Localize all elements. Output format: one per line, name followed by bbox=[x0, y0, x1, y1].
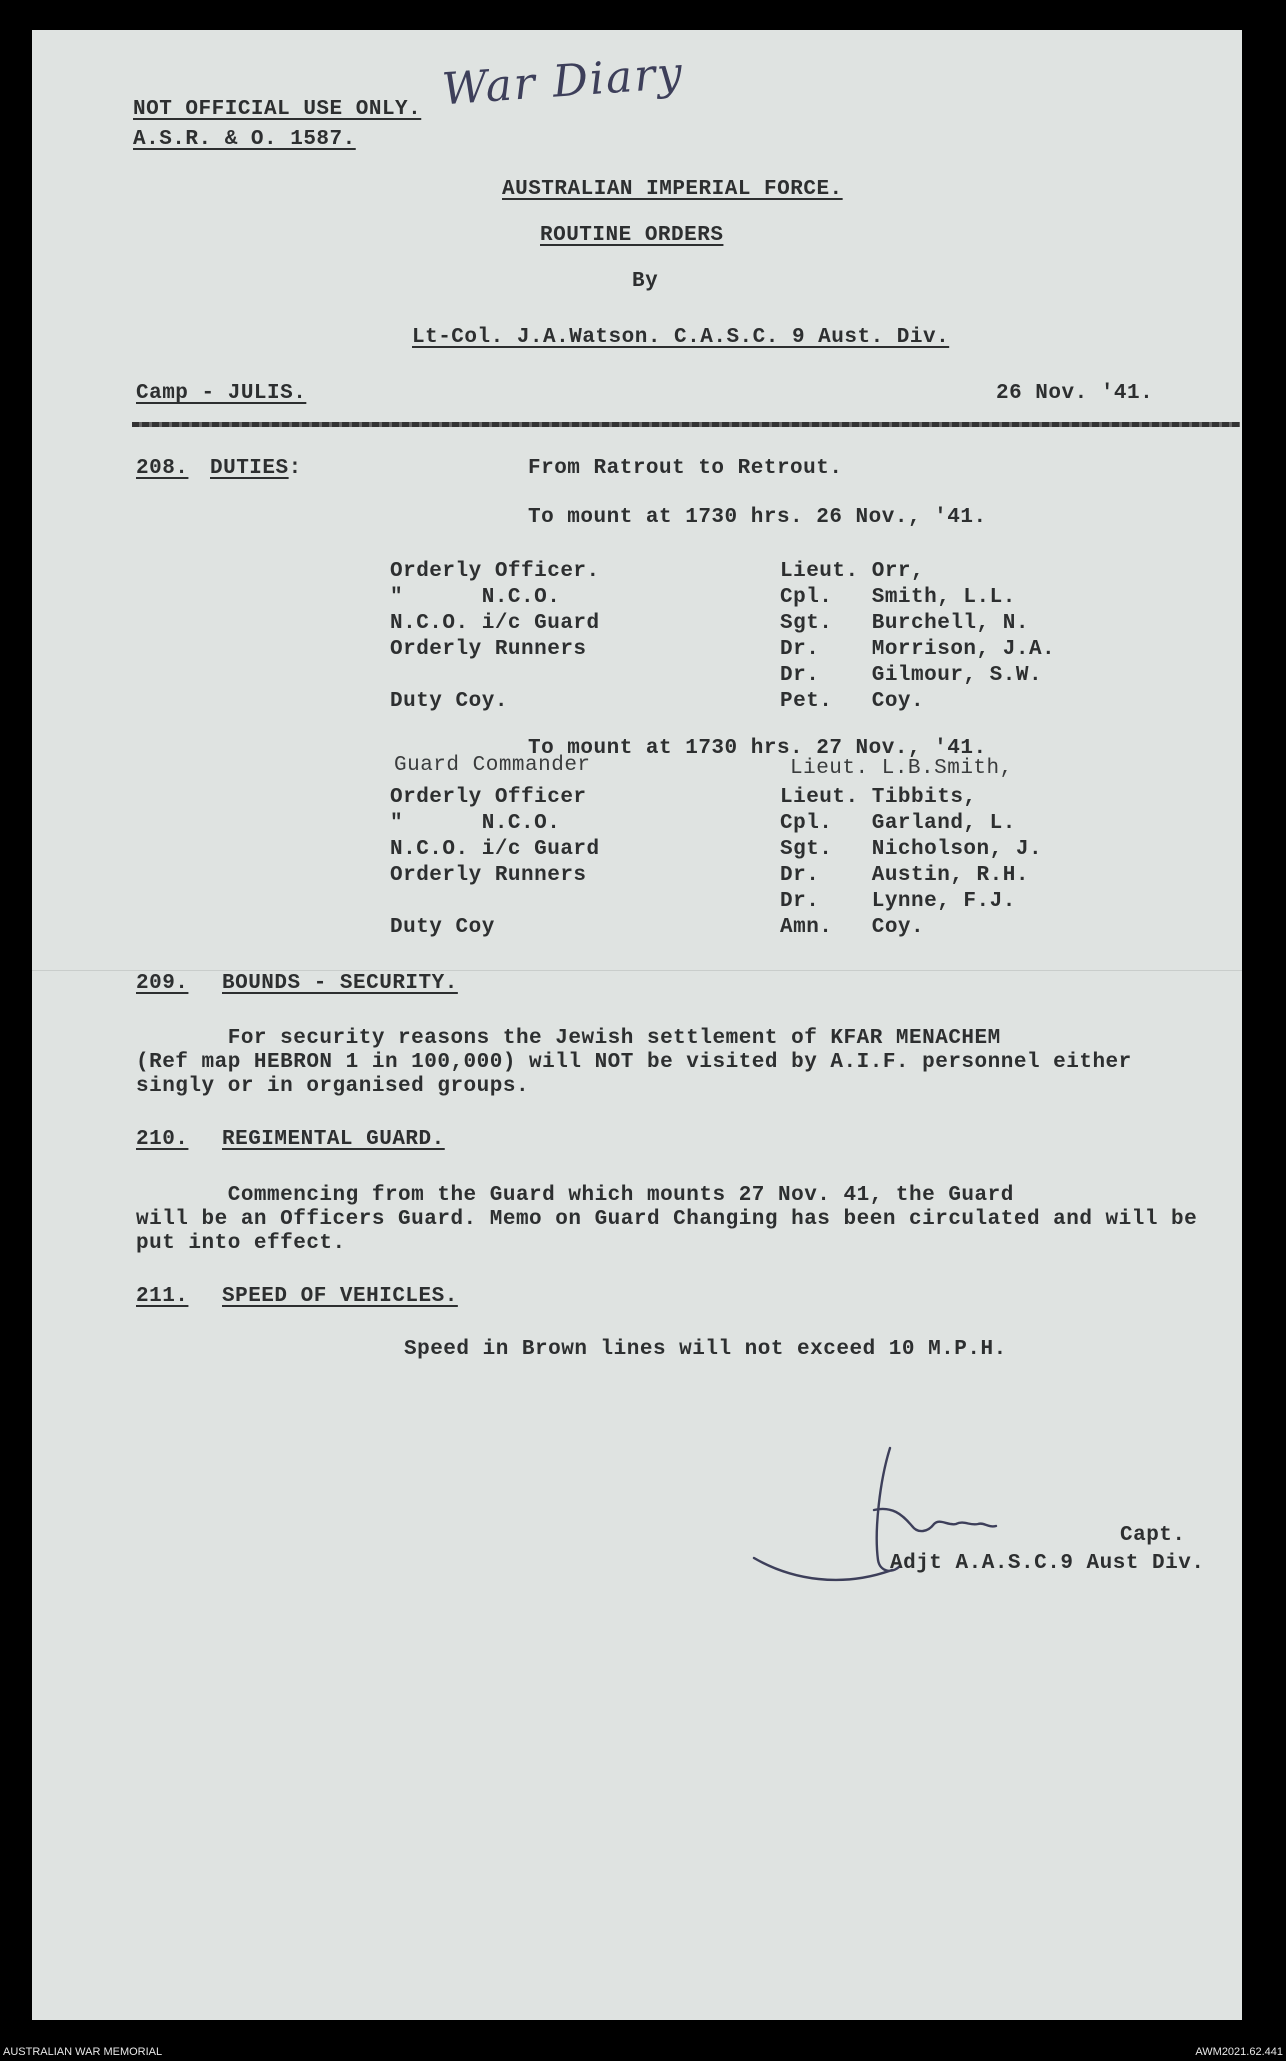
roster-2-assignee-4: Sgt. Nicholson, J. bbox=[780, 838, 1043, 861]
roster-2-assignee-7: Amn. Coy. bbox=[780, 916, 925, 939]
roster-2-duty-3: " N.C.O. bbox=[390, 812, 561, 835]
roster-1-assignee-6: Pet. Coy. bbox=[780, 690, 925, 713]
footer-institution: AUSTRALIAN WAR MEMORIAL bbox=[3, 2046, 163, 2058]
speed-body-1: Speed in Brown lines will not exceed 10 M.P.H. bbox=[404, 1338, 1007, 1361]
item-heading-bounds: BOUNDS - SECURITY. bbox=[222, 972, 458, 995]
roster-1-duty-2: " N.C.O. bbox=[390, 586, 561, 609]
footer-reference: AWM2021.62.441 bbox=[1195, 2046, 1283, 2058]
order-date: 26 Nov. '41. bbox=[996, 382, 1154, 405]
roster-1-assignee-2: Cpl. Smith, L.L. bbox=[780, 586, 1016, 609]
item-number-208: 208. bbox=[136, 457, 189, 480]
archive-footer bbox=[0, 2044, 1286, 2061]
bounds-body-3: singly or in organised groups. bbox=[136, 1075, 530, 1098]
item-heading-duties: DUTIES: bbox=[210, 457, 302, 480]
roster-2-assignee-5: Dr. Austin, R.H. bbox=[780, 864, 1029, 887]
guard-body-3: put into effect. bbox=[136, 1232, 346, 1255]
document-page bbox=[32, 30, 1242, 2020]
roster-2-assignee-2: Lieut. Tibbits, bbox=[780, 786, 977, 809]
duties-line-1: From Ratrout to Retrout. bbox=[528, 457, 843, 480]
guard-body-2: will be an Officers Guard. Memo on Guard Changing has been circulated and will be bbox=[136, 1208, 1198, 1231]
classification-line-1: NOT OFFICIAL USE ONLY. bbox=[133, 98, 422, 121]
roster-2-duty-7: Duty Coy bbox=[390, 916, 495, 939]
item-heading-speed: SPEED OF VEHICLES. bbox=[222, 1285, 458, 1308]
bounds-body-2: (Ref map HEBRON 1 in 100,000) will NOT be visited by A.I.F. personnel either bbox=[136, 1051, 1132, 1074]
commander-line: Lt-Col. J.A.Watson. C.A.S.C. 9 Aust. Div. bbox=[412, 326, 950, 349]
roster-1-assignee-1: Lieut. Orr, bbox=[780, 560, 925, 583]
signature-rank: Capt. bbox=[1120, 1524, 1186, 1547]
item-number-211: 211. bbox=[136, 1285, 189, 1308]
roster-2-duty-1: Guard Commander bbox=[394, 754, 591, 777]
roster-1-assignee-3: Sgt. Burchell, N. bbox=[780, 612, 1029, 635]
roster-1-duty-3: N.C.O. i/c Guard bbox=[390, 612, 600, 635]
signature-appointment: Adjt A.A.S.C.9 Aust Div. bbox=[890, 1552, 1205, 1575]
camp-name: Camp - JULIS. bbox=[136, 382, 307, 405]
roster-2-duty-5: Orderly Runners bbox=[390, 864, 587, 887]
force-title: AUSTRALIAN IMPERIAL FORCE. bbox=[502, 178, 843, 201]
roster-2-duty-4: N.C.O. i/c Guard bbox=[390, 838, 600, 861]
roster-1-assignee-4: Dr. Morrison, J.A. bbox=[780, 638, 1056, 661]
orders-title: ROUTINE ORDERS bbox=[540, 224, 724, 247]
roster-2-assignee-6: Dr. Lynne, F.J. bbox=[780, 890, 1016, 913]
roster-2-assignee-3: Cpl. Garland, L. bbox=[780, 812, 1016, 835]
item-number-209: 209. bbox=[136, 972, 189, 995]
roster-1-duty-4: Orderly Runners bbox=[390, 638, 587, 661]
by-line: By bbox=[632, 270, 659, 293]
item-number-210: 210. bbox=[136, 1128, 189, 1151]
item-heading-guard: REGIMENTAL GUARD. bbox=[222, 1128, 445, 1151]
roster-1-duty-6: Duty Coy. bbox=[390, 690, 508, 713]
roster-2-duty-2: Orderly Officer bbox=[390, 786, 587, 809]
classification-line-2: A.S.R. & O. 1587. bbox=[133, 128, 356, 151]
roster-2-assignee-1: Lieut. L.B.Smith, bbox=[790, 757, 1013, 780]
roster-1-assignee-5: Dr. Gilmour, S.W. bbox=[780, 664, 1043, 687]
handwritten-annotation: War Diary bbox=[440, 47, 686, 116]
fold-line bbox=[32, 970, 1242, 971]
bounds-body-1: For security reasons the Jewish settlement of KFAR MENACHEM bbox=[136, 1027, 1001, 1050]
roster-1-duty-1: Orderly Officer. bbox=[390, 560, 600, 583]
guard-body-1: Commencing from the Guard which mounts 27 Nov. 41, the Guard bbox=[136, 1184, 1014, 1207]
roster-2-title: To mount at 1730 hrs. 27 Nov., '41. bbox=[528, 737, 987, 760]
header-rule bbox=[132, 422, 1240, 427]
roster-1-title: To mount at 1730 hrs. 26 Nov., '41. bbox=[528, 506, 987, 529]
